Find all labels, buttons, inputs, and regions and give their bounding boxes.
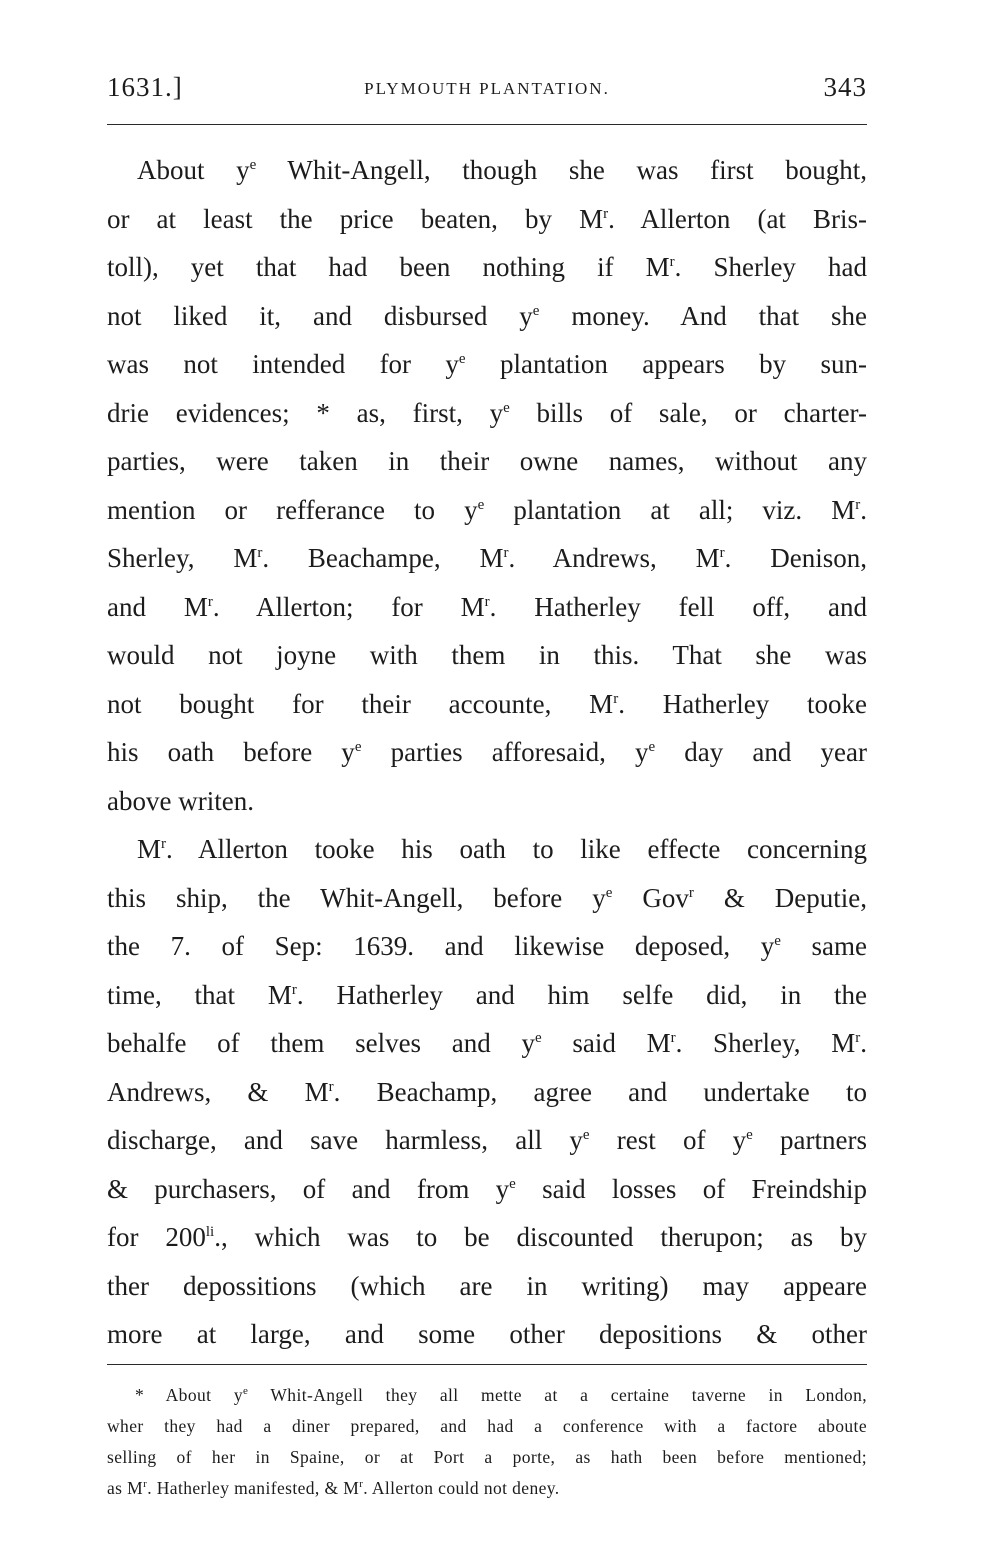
text-line: mention or refferance to $y^e$ plantation at all; viz. $M^r$. bbox=[107, 494, 867, 525]
text-line: drie evidences; * as, first, $y^e$ bills of sale, or charter- bbox=[107, 397, 867, 428]
header-rule bbox=[107, 124, 867, 125]
text-line: would not joyne with them in this. That she was bbox=[107, 640, 867, 670]
header-year: 1631.] bbox=[107, 72, 183, 102]
text-line: time, that $M^r$. Hatherley and him selfe did, in the bbox=[107, 979, 867, 1010]
text-line: was not intended for $y^e$ plantation appears by sun- bbox=[107, 349, 867, 379]
footnote-line: as $M^r$. Hatherley manifested, & $M^r$. Allerton could not deney. bbox=[107, 1478, 560, 1498]
footnote-line: wher they had a diner prepared, and had a conference with a factore aboute bbox=[107, 1416, 867, 1436]
text-line: above writen. bbox=[107, 785, 254, 816]
text-line: not bought for their accounte, $M^r$. Hatherley tooke bbox=[107, 688, 867, 719]
footnote bbox=[107, 1380, 867, 1504]
text-line: $M^r$. Allerton tooke his oath to like effecte concerning bbox=[137, 834, 867, 864]
footnote-line: * About $y^e$ Whit-Angell they all mette at a certaine taverne in London, bbox=[135, 1385, 867, 1405]
page-number: 343 bbox=[823, 72, 867, 102]
text-line: ther depossitions (which are in writing) may appeare bbox=[107, 1270, 867, 1301]
text-line: parties, were taken in their owne names, without any bbox=[107, 446, 867, 476]
text-line: his oath before $y^e$ parties afforesaid, $y^e$ day and year bbox=[107, 737, 867, 767]
footnote-rule bbox=[107, 1364, 867, 1365]
text-line: About $y^e$ Whit-Angell, though she was first bought, bbox=[137, 155, 867, 185]
text-line: or at least the price beaten, by $M^r$. Allerton (at Bris- bbox=[107, 203, 867, 234]
text-line: more at large, and some other depositions & other bbox=[107, 1319, 867, 1349]
text-line: behalfe of them selves and $y^e$ said $M^r$. Sherley, $M^r$. bbox=[107, 1028, 868, 1058]
text-line: for $200^{li}$., which was to be discounted therupon; as by bbox=[107, 1222, 868, 1252]
text-line: not liked it, and disbursed $y^e$ money. And that she bbox=[107, 300, 868, 331]
text-line: & purchasers, of and from $y^e$ said losses of Freindship bbox=[107, 1173, 867, 1204]
text-line: Andrews, & $M^r$. Beachamp, agree and undertake to bbox=[107, 1076, 867, 1107]
text-line: discharge, and save harmless, all $y^e$ rest of $y^e$ partners bbox=[107, 1125, 868, 1155]
running-header bbox=[107, 72, 867, 108]
text-line: Sherley, $M^r$. Beachampe, $M^r$. Andrews, $M^r$. Denison, bbox=[107, 543, 868, 573]
header-title: PLYMOUTH PLANTATION. bbox=[364, 79, 610, 98]
text-line: and $M^r$. Allerton; for $M^r$. Hatherley fell off, and bbox=[107, 591, 868, 622]
text-line: this ship, the Whit-Angell, before $y^e$ Gov$^r$ & Deputie, bbox=[107, 882, 867, 913]
text-line: the 7. of Sep: 1639. and likewise deposed, $y^e$ same bbox=[107, 931, 867, 961]
body-text bbox=[107, 146, 867, 1359]
footnote-line: selling of her in Spaine, or at Port a porte, as hath been before mentioned; bbox=[107, 1447, 867, 1467]
text-line: toll), yet that had been nothing if $M^r$. Sherley had bbox=[107, 252, 867, 282]
